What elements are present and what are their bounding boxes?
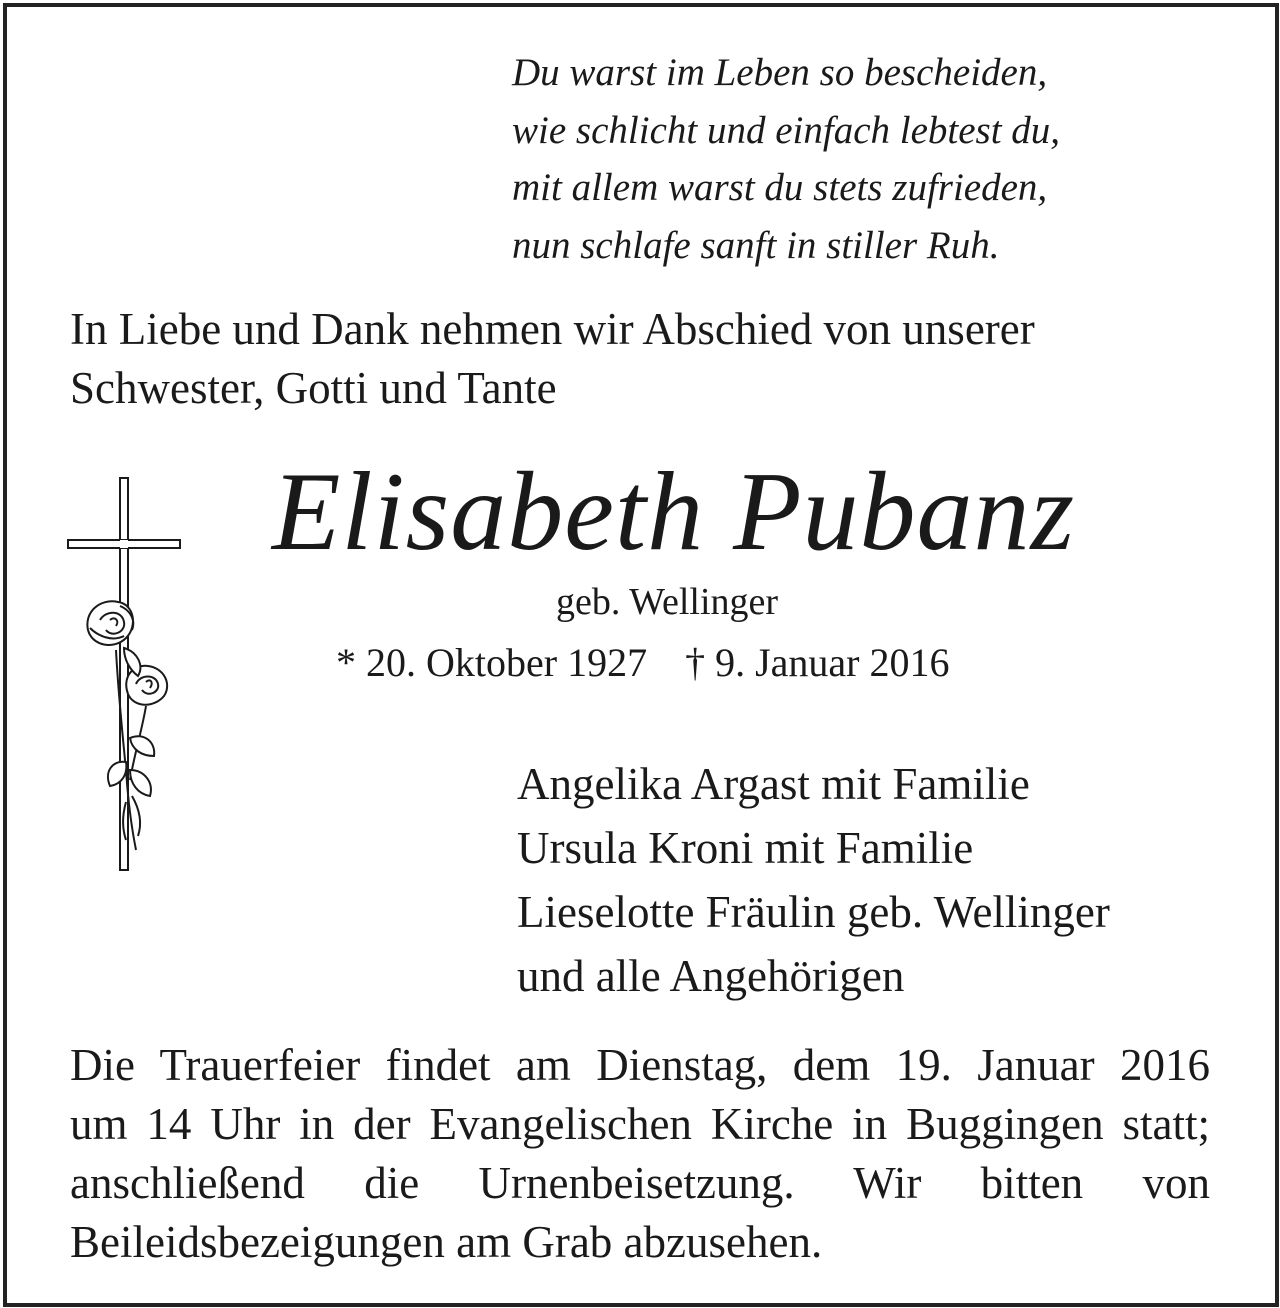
intro-line: In Liebe und Dank nehmen wir Abschied von unserer <box>70 304 1035 354</box>
mourner-line: Lieselotte Fräulin geb. Wellinger <box>517 887 1110 937</box>
poem-line: Du warst im Leben so bescheiden, <box>512 51 1048 94</box>
poem-line: nun schlafe sanft in stiller Ruh. <box>512 223 1000 267</box>
poem <box>512 44 1060 274</box>
cross-with-roses-icon <box>60 470 190 880</box>
poem-line: mit allem warst du stets zufrieden, <box>512 166 1048 209</box>
mourner-line: Ursula Kroni mit Familie <box>517 823 974 873</box>
funeral-line: Die Trauerfeier findet am Dienstag, dem 19. Januar 2016 <box>70 1040 1210 1090</box>
life-dates <box>336 638 949 688</box>
mourner-line: und alle Angehörigen <box>517 951 905 1001</box>
maiden-name: geb. Wellinger <box>556 581 779 623</box>
mourner-line: Angelika Argast mit Familie <box>517 759 1030 809</box>
deceased-name: Elisabeth Pubanz <box>272 450 1076 574</box>
funeral-info <box>70 1036 1210 1272</box>
death-date: † 9. Januar 2016 <box>685 640 950 685</box>
intro-line: Schwester, Gotti und Tante <box>70 363 557 413</box>
funeral-line: Beileidsbezeigungen am Grab abzusehen. <box>70 1217 823 1267</box>
mourners-list <box>517 752 1110 1008</box>
funeral-line: anschließend die Urnenbeisetzung. Wir bitten von <box>70 1158 1210 1208</box>
poem-line: wie schlicht und einfach lebtest du, <box>512 108 1061 152</box>
birth-date: * 20. Oktober 1927 <box>336 640 648 685</box>
funeral-line: um 14 Uhr in der Evangelischen Kirche in Buggingen statt; <box>70 1099 1210 1149</box>
intro-text <box>70 300 1035 418</box>
